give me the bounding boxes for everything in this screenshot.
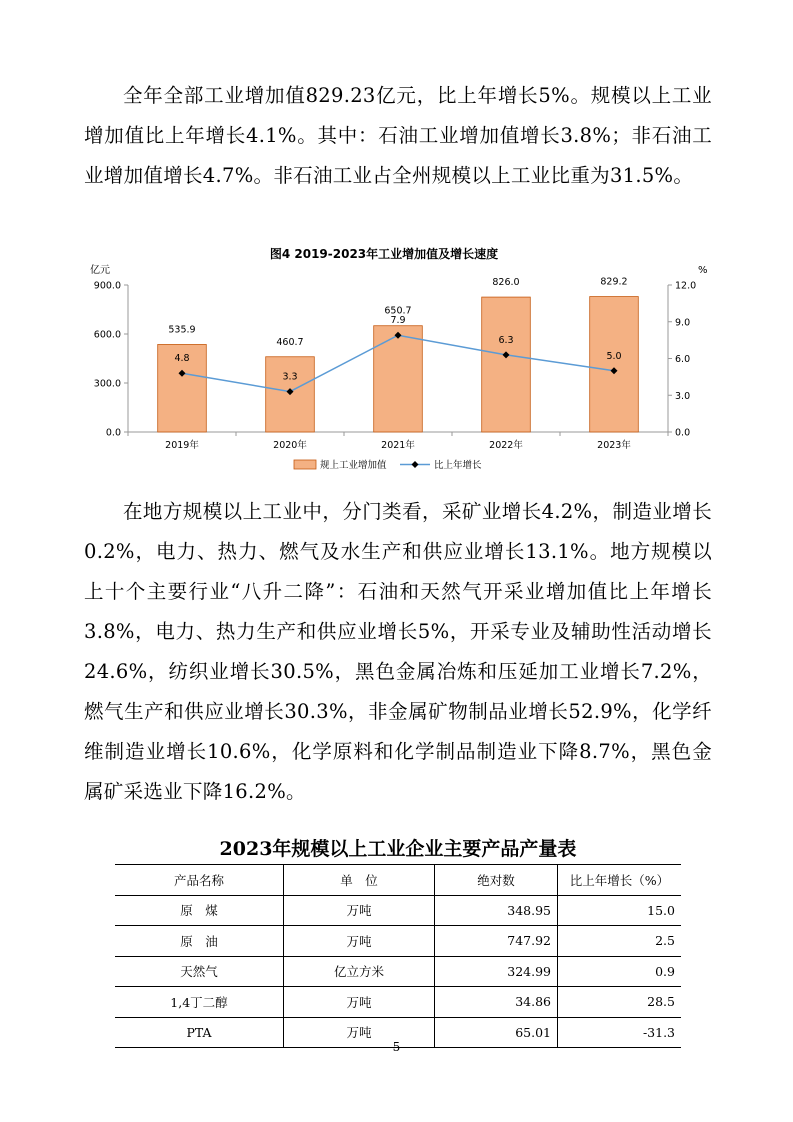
cell-growth: 0.9 [558, 956, 682, 987]
x-tick-label: 2023年 [597, 440, 631, 451]
bar-value-label: 650.7 [384, 305, 412, 317]
y-axis-left-label: 亿元 [90, 265, 110, 276]
cell-growth: 28.5 [558, 987, 682, 1018]
paragraph-sectors: 在地方规模以上工业中，分门类看，采矿业增长4.2%，制造业增长0.2%，电力、热力、燃气及水生产和供应业增长13.1%。地方规模以上十个主要行业“八升二降”：石油和天然气开采业增加值比上年增长3.8%，电力、热力生产和供应业增长5%，开采专业及辅助性活动增长24.6%，纺织业增长30.5%，黑色金属冶炼和压延加工业增长7.2%，燃气生产和供应业增长30.3%，非金属矿物制品业增长52.9%，化学纤维制造业增长10.6%，化学原料和化学制品制造业下降8.7%，黑色金属矿采选业下降16.2%。 [84, 500, 712, 803]
cell-unit: 万吨 [284, 926, 435, 957]
y-tick-left-label: 0.0 [105, 427, 121, 439]
y-tick-right-label: 0.0 [675, 427, 691, 439]
cell-growth: -31.3 [558, 1017, 682, 1048]
x-tick-label: 2020年 [273, 440, 307, 451]
table-title: 2023年规模以上工业企业主要产品产量表 [219, 838, 577, 860]
cell-absolute: 747.92 [435, 926, 558, 957]
table-row [115, 926, 681, 957]
y-tick-left-label: 600.0 [93, 329, 121, 341]
header-unit: 单 位 [284, 865, 435, 896]
growth-value-label: 6.3 [498, 334, 514, 346]
y-axis-right-label: % [698, 265, 708, 276]
legend-bar-label: 规上工业增加值 [320, 460, 387, 471]
header-growth: 比上年增长（%） [558, 865, 682, 896]
industry-chart [84, 242, 724, 482]
cell-unit: 万吨 [284, 1017, 435, 1048]
growth-value-label: 4.8 [174, 353, 190, 365]
cell-unit: 万吨 [284, 987, 435, 1018]
y-tick-left-label: 300.0 [93, 378, 121, 390]
bar-value-label: 826.0 [492, 277, 520, 289]
y-tick-right-label: 9.0 [675, 317, 691, 329]
cell-product-name: 原 油 [115, 926, 284, 957]
chart-bar [590, 297, 639, 432]
bar-value-label: 535.9 [168, 324, 196, 336]
paragraph-industry-value: 全年全部工业增加值829.23亿元，比上年增长5%。规模以上工业增加值比上年增长4.1%。其中：石油工业增加值增长3.8%；非石油工业增加值增长4.7%。非石油工业占全州规模以上工业比重为31.5%。 [84, 84, 712, 187]
cell-absolute: 348.95 [435, 895, 558, 926]
y-tick-right-label: 6.0 [675, 354, 691, 365]
table-header-row [115, 865, 681, 896]
chart-title: 图4 2019-2023年工业增加值及增长速度 [269, 247, 499, 261]
cell-growth: 15.0 [558, 895, 682, 926]
cell-unit: 亿立方米 [284, 956, 435, 987]
growth-value-label: 3.3 [282, 371, 298, 383]
industry-chart-svg [84, 242, 724, 482]
product-output-table [115, 864, 681, 1048]
table-row [115, 956, 681, 987]
cell-product-name: 天然气 [115, 956, 284, 987]
legend-bar-swatch [294, 460, 316, 469]
chart-bar [482, 297, 531, 432]
cell-product-name: 原 煤 [115, 895, 284, 926]
page-number: 5 [392, 1040, 401, 1054]
x-tick-label: 2022年 [489, 440, 523, 451]
table-row [115, 895, 681, 926]
growth-value-label: 7.9 [390, 315, 406, 327]
x-tick-label: 2019年 [165, 440, 199, 451]
legend-line-label: 比上年增长 [434, 460, 482, 471]
cell-product-name: 1,4丁二醇 [115, 987, 284, 1018]
legend-line-marker [412, 461, 419, 468]
header-absolute: 绝对数 [435, 865, 558, 896]
y-tick-left-label: 900.0 [93, 280, 121, 292]
growth-value-label: 5.0 [606, 350, 622, 362]
y-tick-right-label: 3.0 [675, 390, 691, 402]
table-row [115, 987, 681, 1018]
cell-product-name: PTA [115, 1017, 284, 1048]
cell-absolute: 65.01 [435, 1017, 558, 1048]
x-tick-label: 2021年 [381, 440, 415, 451]
bar-value-label: 829.2 [600, 276, 628, 288]
cell-growth: 2.5 [558, 926, 682, 957]
chart-bar [374, 326, 423, 432]
y-tick-right-label: 12.0 [675, 280, 697, 292]
cell-absolute: 324.99 [435, 956, 558, 987]
cell-absolute: 34.86 [435, 987, 558, 1018]
header-product-name: 产品名称 [115, 865, 284, 896]
cell-unit: 万吨 [284, 895, 435, 926]
bar-value-label: 460.7 [276, 336, 304, 348]
